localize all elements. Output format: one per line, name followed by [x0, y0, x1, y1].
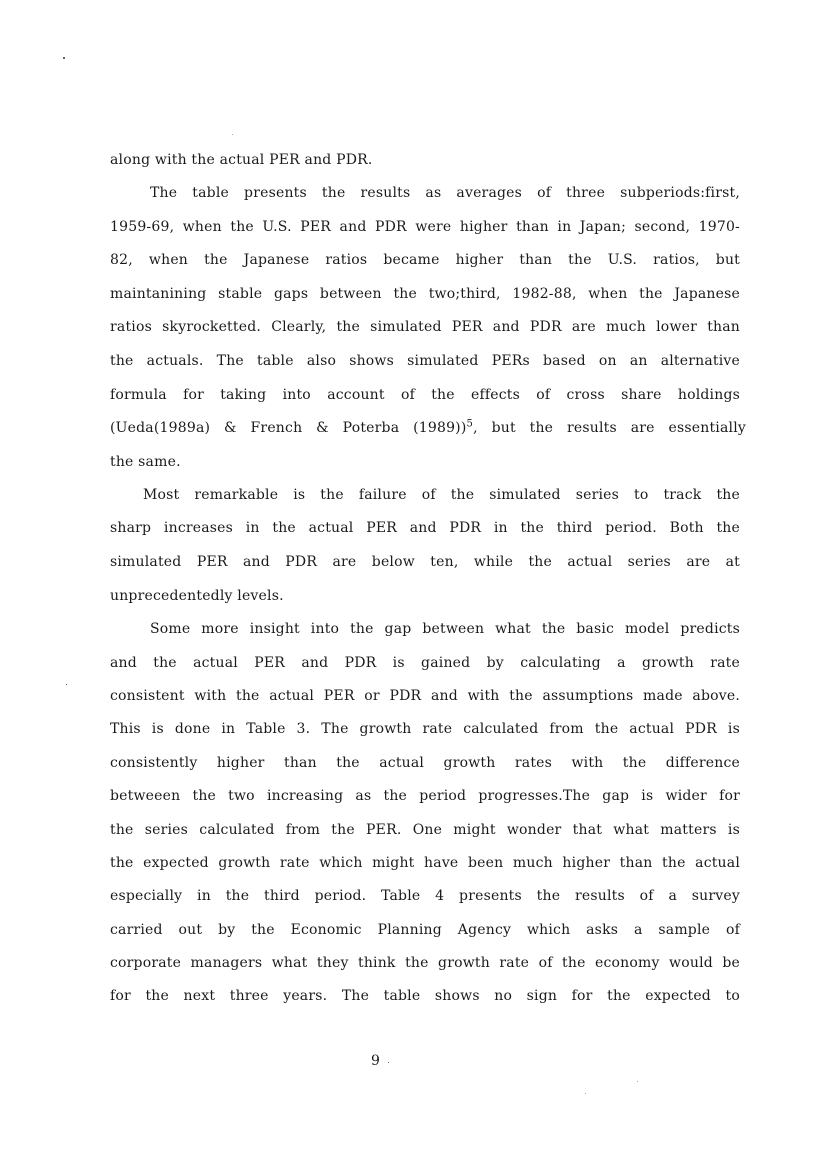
- text-line: corporate managers what they think the growth rate of the economy would be: [110, 955, 740, 971]
- text-line: 1959-69, when the U.S. PER and PDR were higher than in Japan; second, 1970-: [110, 219, 740, 235]
- citation-text: (Ueda(1989a) & French & Poterba (1989)): [110, 420, 467, 436]
- text-line: the same.: [110, 454, 181, 470]
- text-line: especially in the third period. Table 4 presents the results of a survey: [110, 888, 740, 904]
- text-line: carried out by the Economic Planning Agency which asks a sample of: [110, 922, 740, 938]
- text-line: the series calculated from the PER. One might wonder that what matters is: [110, 822, 740, 838]
- text-line: This is done in Table 3. The growth rate calculated from the actual PDR is: [110, 721, 740, 737]
- text-line: the expected growth rate which might have been much higher than the actual: [110, 855, 740, 871]
- text-line: consistently higher than the actual growth rates with the difference: [110, 755, 740, 771]
- scan-speck: [232, 134, 233, 135]
- text-line: 82, when the Japanese ratios became higher than the U.S. ratios, but: [110, 252, 740, 268]
- scan-speck: [388, 1062, 389, 1063]
- text-line: the actuals. The table also shows simulated PERs based on an alternative: [110, 353, 740, 369]
- text-line: formula for taking into account of the effects of cross share holdings: [110, 387, 740, 403]
- scan-speck: [585, 1093, 586, 1094]
- scan-speck: [66, 684, 67, 685]
- page-number: 9: [371, 1053, 380, 1069]
- scan-speck: [63, 57, 65, 59]
- text-line: maintanining stable gaps between the two;third, 1982-88, when the Japanese: [110, 286, 740, 302]
- footnote-marker: 5: [466, 418, 474, 430]
- text-line: and the actual PER and PDR is gained by calculating a growth rate: [110, 655, 740, 671]
- paragraph-start-line: The table presents the results as averages of three subperiods:first,: [150, 185, 740, 201]
- paragraph-start-line: Some more insight into the gap between what the basic model predicts: [150, 621, 740, 637]
- text-line-with-footnote: [110, 419, 746, 437]
- text-continuation: , but the results are essentially: [473, 420, 746, 436]
- text-line: for the next three years. The table shows no sign for the expected to: [110, 988, 740, 1004]
- text-line: simulated PER and PDR are below ten, while the actual series are at: [110, 554, 740, 570]
- text-line: ratios skyrocketted. Clearly, the simulated PER and PDR are much lower than: [110, 319, 740, 335]
- scan-speck: [637, 1081, 638, 1082]
- text-line: betweeen the two increasing as the period progresses.The gap is wider for: [110, 788, 740, 804]
- text-line: unprecedentedly levels.: [110, 588, 284, 604]
- text-line: along with the actual PER and PDR.: [110, 152, 373, 168]
- text-line: consistent with the actual PER or PDR and with the assumptions made above.: [110, 688, 740, 704]
- text-line: sharp increases in the actual PER and PDR in the third period. Both the: [110, 520, 740, 536]
- paragraph-start-line: Most remarkable is the failure of the simulated series to track the: [143, 487, 740, 503]
